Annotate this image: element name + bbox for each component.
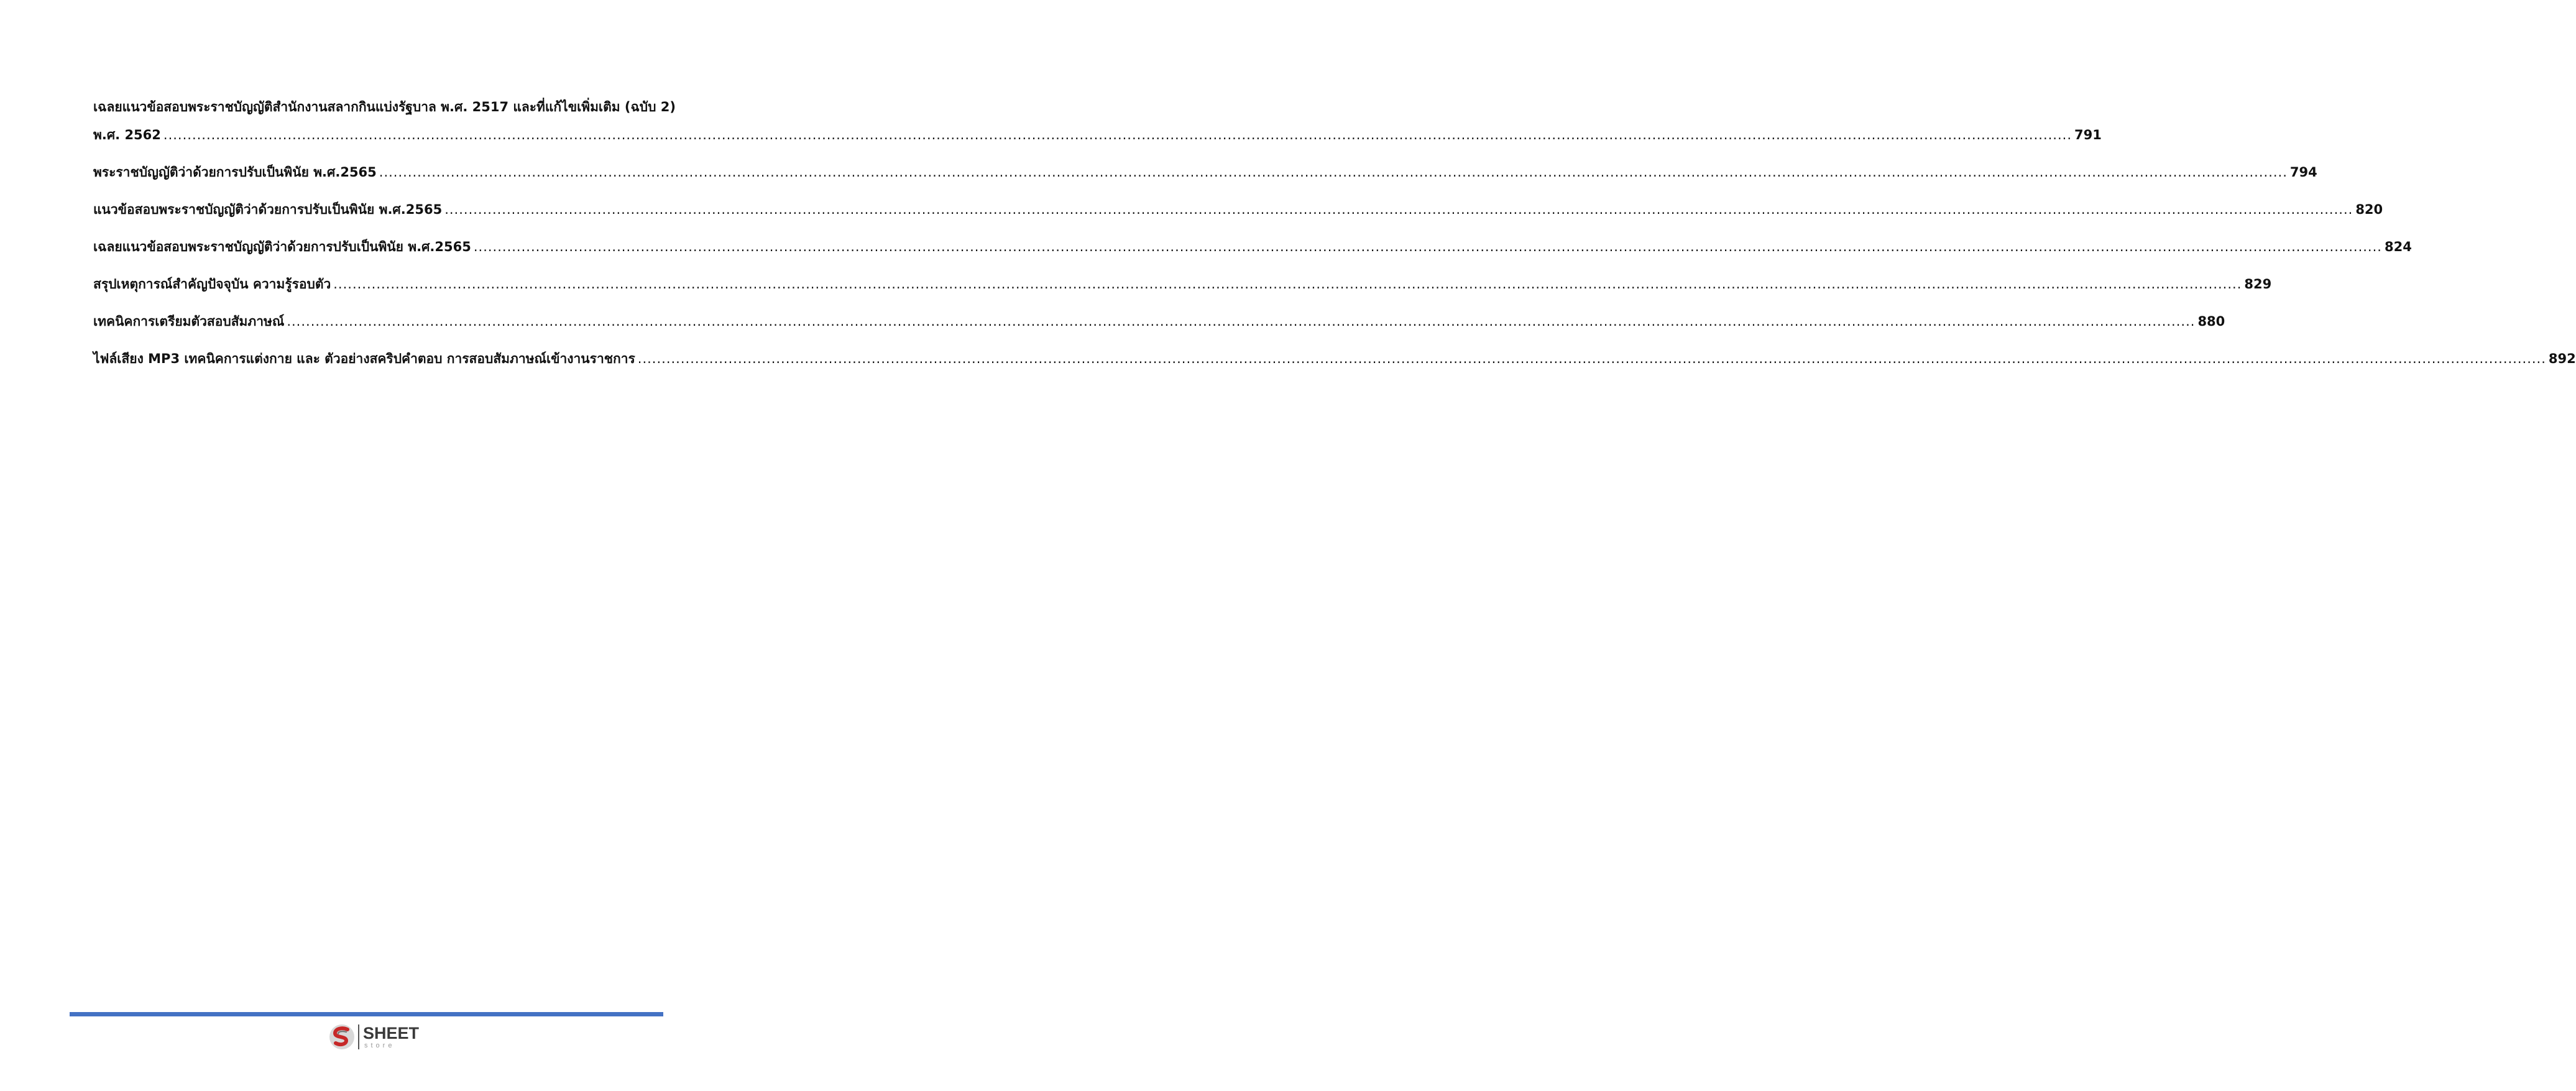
toc-entry-mp3-interview[interactable] xyxy=(93,345,2576,373)
logo-wordmark xyxy=(363,1025,419,1049)
toc-page-number: 892 xyxy=(2548,351,2576,366)
toc-dot-leader: ................................................................................................................................................................................................................................................................................................................................................................................................................ xyxy=(333,277,2242,292)
toc-entry-fines-act-questions[interactable] xyxy=(93,196,2383,224)
toc-entry-fines-act-answers[interactable] xyxy=(93,233,2412,261)
table-of-contents xyxy=(93,93,2576,382)
logo-sub-text: store xyxy=(364,1041,395,1049)
toc-entry-title: พระราชบัญญัติว่าด้วยการปรับเป็นพินัย พ.ศ.2565 xyxy=(93,165,377,180)
toc-dot-leader: ................................................................................................................................................................................................................................................................................................................................................................................................................ xyxy=(444,202,2353,217)
toc-entry-current-events[interactable] xyxy=(93,270,2272,298)
toc-entry-title: ไฟล์เสียง MP3 เทคนิคการแต่งกาย และ ตัวอย่างสคริปคำตอบ การสอบสัมภาษณ์เข้างานราชการ xyxy=(93,351,635,366)
toc-dot-leader: ................................................................................................................................................................................................................................................................................................................................................................................................................ xyxy=(473,239,2382,254)
footer-rule xyxy=(70,1012,663,1016)
toc-page-number: 820 xyxy=(2355,202,2383,217)
toc-entry-title: พ.ศ. 2562 xyxy=(93,127,161,142)
toc-page-number: 829 xyxy=(2244,277,2272,292)
toc-entry-title: เฉลยแนวข้อสอบพระราชบัญญัติว่าด้วยการปรับเป็นพินัย พ.ศ.2565 xyxy=(93,239,471,254)
toc-dot-leader: ................................................................................................................................................................................................................................................................................................................................................................................................................ xyxy=(637,351,2546,366)
toc-page-number: 824 xyxy=(2384,239,2412,254)
toc-dot-leader: ................................................................................................................................................................................................................................................................................................................................................................................................................ xyxy=(287,314,2196,329)
toc-page-number: 791 xyxy=(2074,127,2102,142)
toc-page-number: 880 xyxy=(2197,314,2225,329)
sheet-store-logo-icon xyxy=(328,1023,356,1051)
toc-entry-lottery-office-act-answers[interactable] xyxy=(93,93,2102,149)
toc-page-number: 794 xyxy=(2289,165,2317,180)
toc-dot-leader: ................................................................................................................................................................................................................................................................................................................................................................................................................ xyxy=(163,127,2072,142)
logo-divider xyxy=(358,1024,359,1049)
toc-entry-title-line1: เฉลยแนวข้อสอบพระราชบัญญัติสำนักงานสลากกินแบ่งรัฐบาล พ.ศ. 2517 และที่แก้ไขเพิ่มเติม (ฉบับ 2) xyxy=(93,99,676,114)
toc-entry-title: แนวข้อสอบพระราชบัญญัติว่าด้วยการปรับเป็นพินัย พ.ศ.2565 xyxy=(93,202,443,217)
toc-entry-title: เทคนิคการเตรียมตัวสอบสัมภาษณ์ xyxy=(93,314,285,329)
toc-dot-leader: ................................................................................................................................................................................................................................................................................................................................................................................................................ xyxy=(379,165,2288,180)
toc-entry-fines-act[interactable] xyxy=(93,159,2317,186)
logo-brand-text: SHEET xyxy=(363,1023,420,1043)
toc-entry-title: สรุปเหตุการณ์สำคัญปัจจุบัน ความรู้รอบตัว xyxy=(93,277,331,292)
toc-entry-interview-prep[interactable] xyxy=(93,308,2225,336)
footer-logo xyxy=(328,1023,419,1051)
